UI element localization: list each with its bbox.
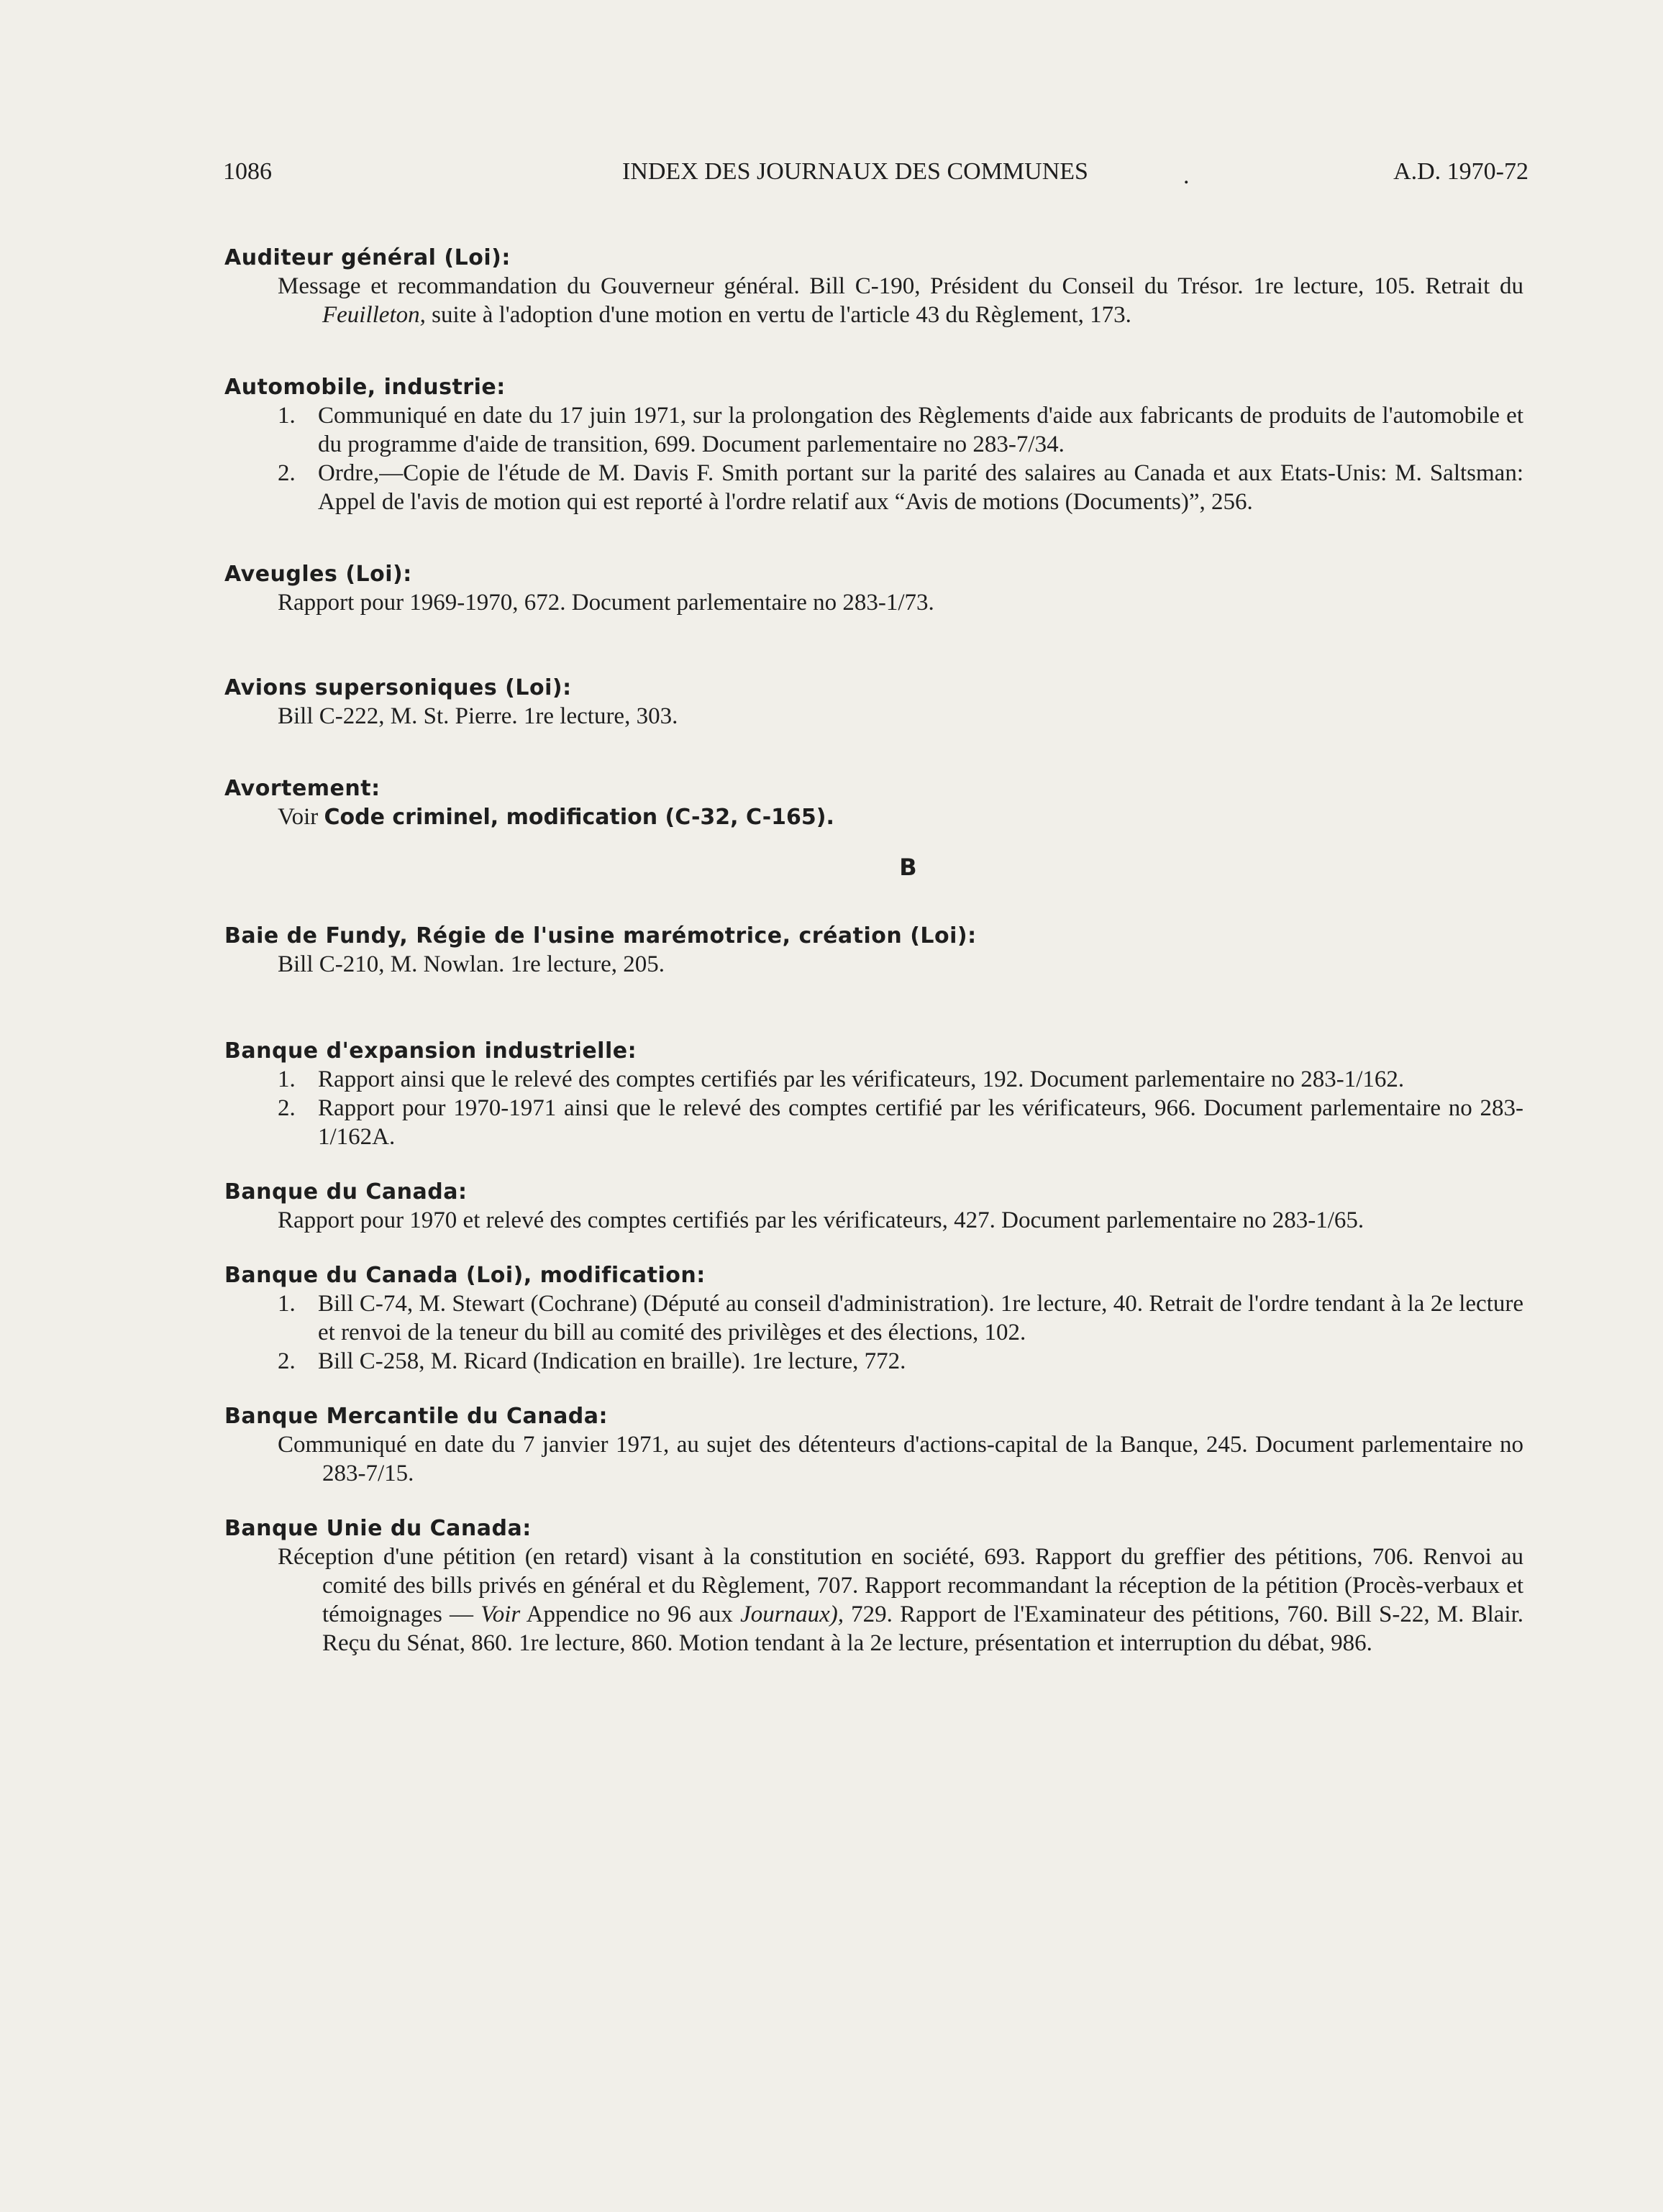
entry-banque-unie	[224, 1515, 1523, 1658]
list-item: 1. Bill C-74, M. Stewart (Cochrane) (Député au conseil d'administration). 1re lecture, 40. Retrait de l'ordre tendant à la 2e lecture et renvoi de la teneur du bill au comité des privilèges et des élections, 102.	[278, 1291, 1523, 1345]
entry-heading: Banque du Canada:	[224, 1179, 468, 1205]
entry-baie-fundy	[224, 923, 1523, 979]
entry-banque-canada	[224, 1179, 1523, 1235]
entry-banque-canada-loi	[224, 1262, 1523, 1376]
entry-aveugles	[224, 561, 1523, 617]
list-item: 1. Rapport ainsi que le relevé des comptes certifiés par les vérificateurs, 192. Document parlementaire no 283-1/162.	[278, 1066, 1405, 1092]
index-entries	[224, 244, 1523, 1702]
page-number: 1086	[223, 158, 272, 185]
entry-text: Bill C-222, M. St. Pierre. 1re lecture, 303.	[278, 703, 678, 729]
list-item: 2. Bill C-258, M. Ricard (Indication en braille). 1re lecture, 772.	[278, 1348, 906, 1374]
entry-text: Message et recommandation du Gouverneur général. Bill C-190, Président du Conseil du Trésor. 1re lecture, 105. Retrait du Feuilleton, suite à l'adoption d'une motion en vertu de l'article 43 du Règlement, 173.	[278, 273, 1523, 328]
entry-heading: Automobile, industrie:	[224, 375, 506, 400]
entry-avortement	[224, 775, 1523, 832]
entry-heading: Avortement:	[224, 776, 381, 801]
entry-heading: Baie de Fundy, Régie de l'usine marémotrice, création (Loi):	[224, 923, 977, 949]
section-letter: B	[899, 854, 917, 881]
entry-heading: Banque d'expansion industrielle:	[224, 1038, 637, 1064]
entry-heading: Aveugles (Loi):	[224, 562, 412, 587]
entry-text: Réception d'une pétition (en retard) visant à la constitution en société, 693. Rapport du greffier des pétitions, 706. Renvoi au comité des bills privés en général et du Règlement, 707. Rapport recommandant la réception de la pétition (Procès-verbaux et témoignages — Voir Appendice no 96 aux Journaux), 729. Rapport de l'Examinateur des pétitions, 760. Bill S-22, M. Blair. Reçu du Sénat, 860. 1re lecture, 860. Motion tendant à la 2e lecture, présentation et interruption du débat, 986.	[278, 1544, 1523, 1656]
entry-heading: Banque du Canada (Loi), modification:	[224, 1263, 706, 1288]
entry-banque-mercantile	[224, 1403, 1523, 1488]
entry-text: Rapport pour 1969-1970, 672. Document parlementaire no 283-1/73.	[278, 590, 934, 616]
running-title: INDEX DES JOURNAUX DES COMMUNES	[622, 158, 1088, 185]
header-year: A.D. 1970-72	[1393, 158, 1528, 185]
entry-text: Rapport pour 1970 et relevé des comptes certifiés par les vérificateurs, 427. Document parlementaire no 283-1/65.	[278, 1207, 1364, 1233]
entry-avions	[224, 675, 1523, 731]
list-item: 1. Communiqué en date du 17 juin 1971, sur la prolongation des Règlements d'aide aux fabricants de produits de l'automobile et du programme d'aide de transition, 699. Document parlementaire no 283-7/34.	[278, 403, 1523, 457]
entry-heading: Banque Unie du Canada:	[224, 1516, 532, 1541]
list-item: 2. Ordre,—Copie de l'étude de M. Davis F. Smith portant sur la parité des salaires au Canada et aux Etats-Unis: M. Saltsman: Appel de l'avis de motion qui est reporté à l'ordre relatif aux “Avis de motions (Documents)”, 256.	[278, 460, 1523, 515]
entry-automobile	[224, 374, 1523, 516]
entry-heading: Banque Mercantile du Canada:	[224, 1404, 609, 1429]
entry-heading: Auditeur général (Loi):	[224, 245, 511, 270]
page-header	[223, 158, 1528, 190]
entry-text: Voir Code criminel, modification (C-32, C-165).	[278, 804, 834, 830]
entry-auditeur	[224, 244, 1523, 329]
entry-text: Communiqué en date du 7 janvier 1971, au sujet des détenteurs d'actions-capital de la Banque, 245. Document parlementaire no 283-7/15.	[278, 1432, 1523, 1486]
entry-heading: Avions supersoniques (Loi):	[224, 675, 572, 700]
entry-text: Bill C-210, M. Nowlan. 1re lecture, 205.	[278, 951, 665, 977]
entry-banque-expansion	[224, 1038, 1523, 1151]
list-item: 2. Rapport pour 1970-1971 ainsi que le relevé des comptes certifié par les vérificateurs, 966. Document parlementaire no 283-1/162A.	[278, 1095, 1523, 1150]
header-dot: .	[1183, 163, 1190, 189]
